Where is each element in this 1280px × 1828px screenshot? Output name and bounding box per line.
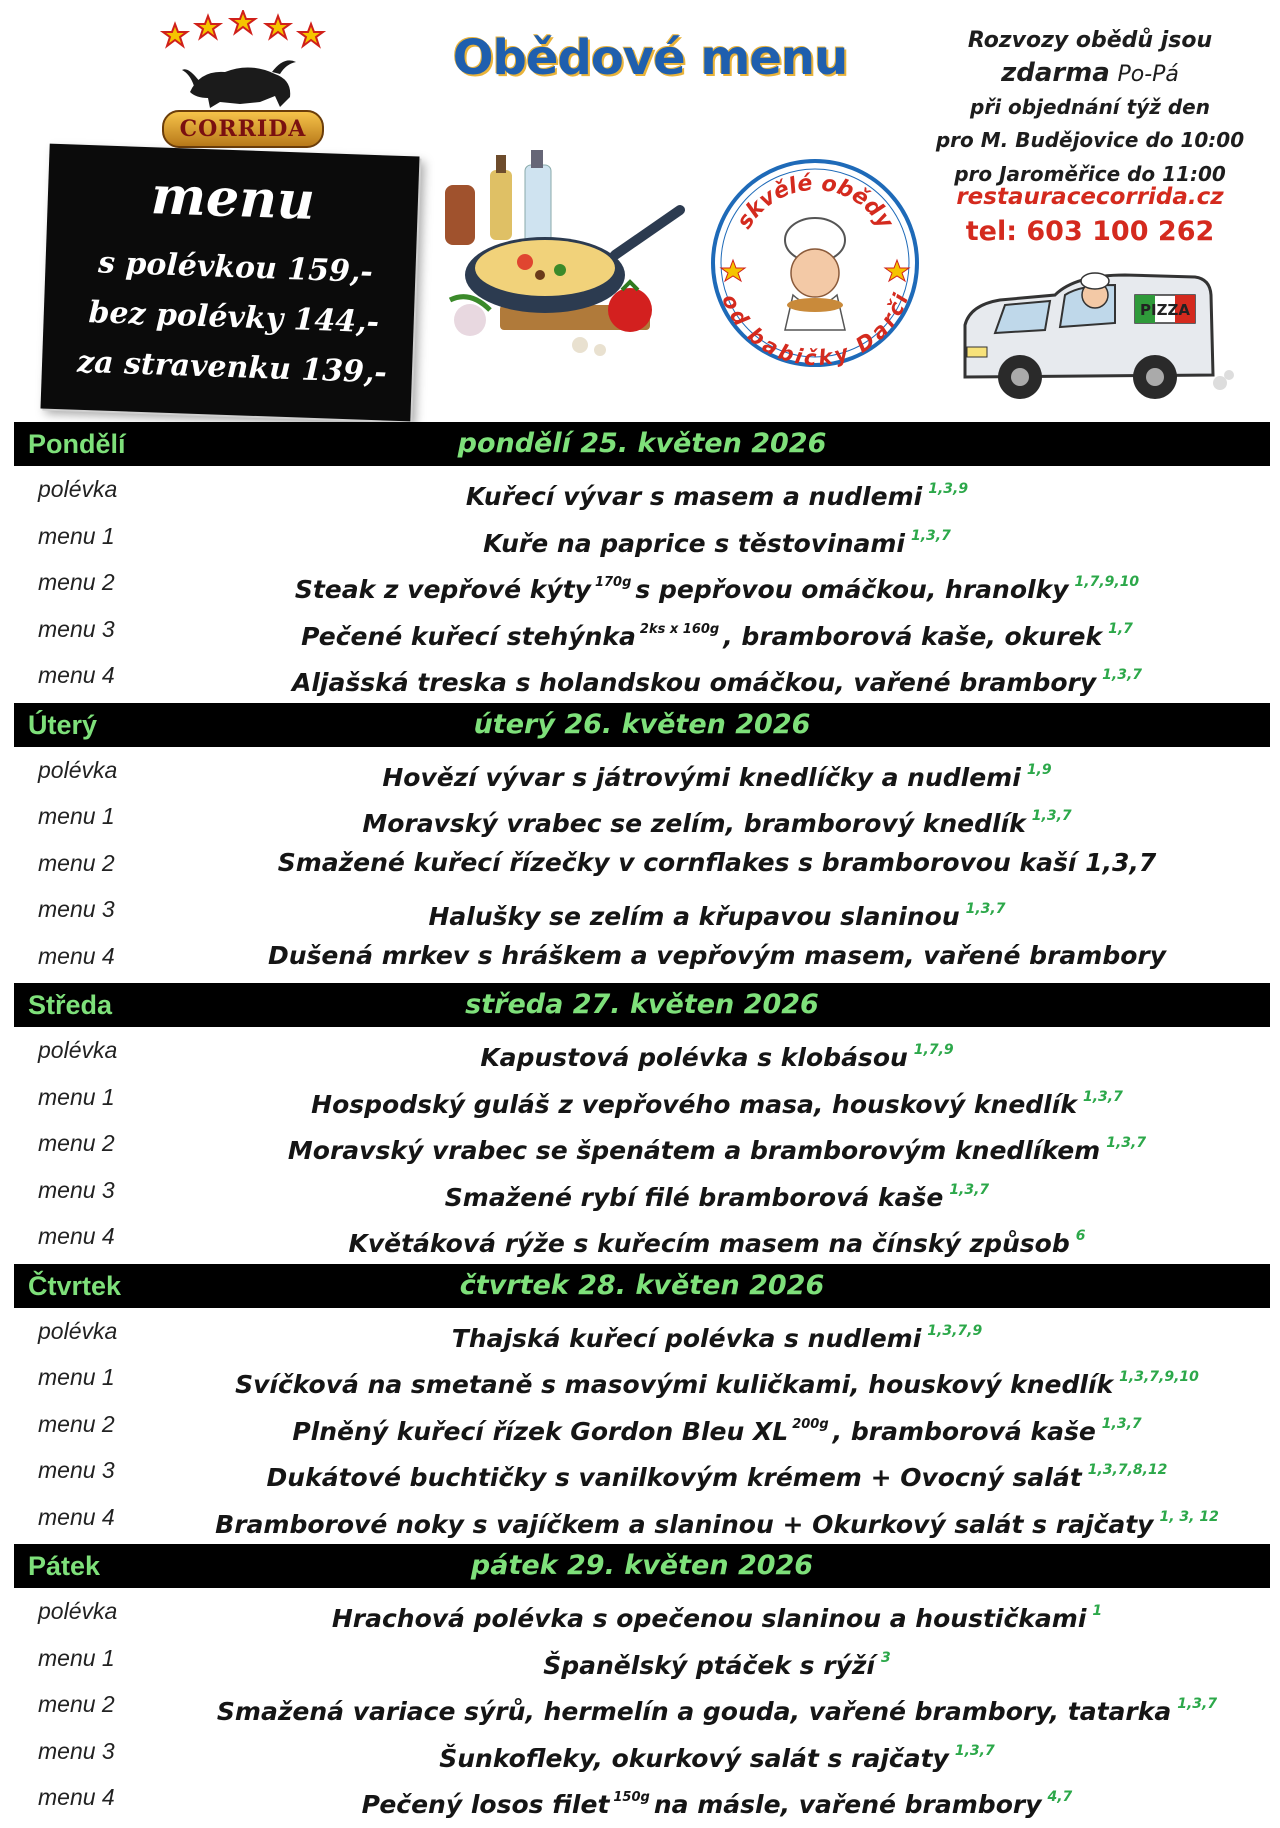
menu-row xyxy=(14,1167,1270,1214)
dish-name: Smažené kuřecí řízečky v cornflakes s bramborovou kaší 1,3,7 xyxy=(277,847,1157,877)
delivery-free: zdarma xyxy=(1001,58,1110,88)
stamp-top-text: skvělé obědy xyxy=(732,170,898,234)
dish-name: Hospodský guláš z vepřového masa, houskový knedlík xyxy=(311,1089,1077,1119)
allergens: 1, 3, 12 xyxy=(1159,1508,1219,1525)
dish-description xyxy=(164,933,1270,979)
menu-row xyxy=(14,1774,1270,1821)
day-section xyxy=(14,703,1270,980)
menu-row xyxy=(14,1728,1270,1775)
allergens: 1,7,9,10 xyxy=(1074,574,1140,590)
allergens: 3 xyxy=(881,1649,891,1666)
allergens: 1,3,7 xyxy=(1177,1696,1218,1712)
delivery-line-3: při objednání týž den xyxy=(970,95,1210,119)
menu-row-label: menu 2 xyxy=(38,1410,115,1437)
dish-name: Bramborové noky s vajíčkem a slaninou + Okurkový salát s rajčaty xyxy=(215,1509,1154,1539)
dish-name-continued: , bramborová kaše, okurek xyxy=(723,621,1103,651)
menu-row-label: menu 4 xyxy=(38,1784,115,1810)
menu-row xyxy=(14,1401,1270,1448)
dish-name: Aljašská treska s holandskou omáčkou, vařené brambory xyxy=(291,668,1097,697)
van-pizza-sign: PIZZA xyxy=(1140,301,1190,319)
dish-name-continued: s pepřovou omáčkou, hranolky xyxy=(635,575,1069,604)
menu-row-label: menu 2 xyxy=(38,1130,115,1156)
menu-row-label: menu 3 xyxy=(38,615,115,642)
allergens: 1,3,7 xyxy=(1031,808,1072,824)
phone-number[interactable]: tel: 603 100 262 xyxy=(965,216,1215,247)
day-section xyxy=(14,1544,1270,1821)
menu-row-label: polévka xyxy=(38,1317,118,1344)
dish-description xyxy=(164,652,1270,706)
dish-description xyxy=(164,1494,1270,1548)
allergens: 4,7 xyxy=(1047,1789,1073,1805)
dish-description xyxy=(164,840,1270,886)
corrida-logo xyxy=(150,10,330,145)
menu-row xyxy=(14,793,1270,840)
weekly-menu xyxy=(14,418,1270,1821)
day-name: Středa xyxy=(28,990,113,1020)
menu-row-label: polévka xyxy=(38,756,118,783)
allergens: 1,3,7,9 xyxy=(927,1322,983,1339)
delivery-days: Po-Pá xyxy=(1117,62,1179,87)
day-date: čtvrtek 28. květen 2026 xyxy=(459,1269,825,1301)
menu-row xyxy=(14,1354,1270,1401)
menu-row xyxy=(14,1074,1270,1121)
menu-row-label: menu 1 xyxy=(38,522,115,549)
allergens: 6 xyxy=(1075,1228,1086,1244)
menu-row xyxy=(14,1588,1270,1635)
menu-row-label: menu 4 xyxy=(38,662,115,688)
dish-name: Dušená mrkev s hráškem a vepřovým masem, vařené brambory xyxy=(267,940,1167,970)
menu-row-label: menu 2 xyxy=(38,1691,115,1717)
day-header xyxy=(14,1544,1270,1588)
cooking-pan-illustration xyxy=(430,150,690,370)
dish-name: Moravský vrabec se špenátem a bramborovým knedlíkem xyxy=(287,1136,1101,1165)
dish-name: Hrachová polévka s opečenou slaninou a houstičkami xyxy=(331,1604,1087,1633)
dish-name: Kapustová polévka s klobásou xyxy=(480,1043,908,1072)
page-title: Obědové menu xyxy=(452,30,848,86)
price-without-soup: bez polévky 144,- xyxy=(87,295,380,341)
allergens: 1,3,7,9,10 xyxy=(1119,1369,1199,1385)
allergens: 1,3,7 xyxy=(1082,1088,1123,1105)
logo-text: CORRIDA xyxy=(162,110,324,148)
allergens: 1 xyxy=(1092,1603,1103,1619)
dish-name: Moravský vrabec se zelím, bramborový knedlík xyxy=(362,809,1026,838)
day-header xyxy=(14,983,1270,1027)
menu-row-label: menu 3 xyxy=(38,1176,115,1203)
menu-row xyxy=(14,1635,1270,1682)
menu-row xyxy=(14,933,1270,980)
dish-name: Steak z vepřové kýty xyxy=(294,575,591,604)
day-section xyxy=(14,983,1270,1260)
day-header xyxy=(14,1264,1270,1308)
dish-name: Květáková rýže s kuřecím masem na čínský způsob xyxy=(348,1229,1070,1258)
portion-size: 200g xyxy=(792,1416,829,1432)
menu-row xyxy=(14,1120,1270,1167)
portion-size: 2ks x 160g xyxy=(639,621,720,637)
delivery-line-2 xyxy=(920,57,1260,91)
menu-row xyxy=(14,1213,1270,1260)
day-section xyxy=(14,1264,1270,1541)
price-chalkboard xyxy=(40,144,419,422)
dish-name: Smažené rybí filé bramborová kaše xyxy=(444,1182,944,1212)
dish-name: Kuřecí vývar s masem a nudlemi xyxy=(465,482,923,511)
day-date: pondělí 25. květen 2026 xyxy=(457,428,827,459)
dish-name: Halušky se zelím a křupavou slaninou xyxy=(428,902,960,931)
menu-row-label: menu 3 xyxy=(38,896,115,922)
menu-row-label: menu 2 xyxy=(38,849,115,876)
delivery-line-5: pro Jaroměřice do 11:00 xyxy=(954,162,1226,186)
dish-name: Thajská kuřecí polévka s nudlemi xyxy=(451,1323,922,1353)
website-link[interactable]: restauracecorrida.cz xyxy=(956,184,1224,210)
menu-row-label: menu 1 xyxy=(38,803,115,829)
allergens: 1,3,9 xyxy=(928,481,969,497)
menu-row xyxy=(14,840,1270,887)
day-section xyxy=(14,422,1270,699)
grandma-stamp xyxy=(705,155,925,370)
menu-row-label: menu 4 xyxy=(38,1223,115,1249)
dish-name: Pečené kuřecí stehýnka xyxy=(301,621,636,651)
day-name: Pondělí xyxy=(28,429,126,459)
menu-row-label: polévka xyxy=(38,1598,118,1624)
day-date: úterý 26. květen 2026 xyxy=(473,708,811,740)
menu-row xyxy=(14,652,1270,699)
chef-icon xyxy=(705,155,925,370)
allergens: 1,3,7 xyxy=(954,1742,995,1759)
allergens: 1,3,7 xyxy=(1101,1415,1142,1432)
dish-name: Španělský ptáček s rýží xyxy=(543,1650,875,1680)
delivery-van-icon xyxy=(945,265,1235,420)
allergens: 1,3,7 xyxy=(1102,667,1143,683)
day-name: Čtvrtek xyxy=(28,1270,122,1301)
allergens: 1,3,7 xyxy=(949,1181,990,1198)
menu-row xyxy=(14,606,1270,653)
menu-row-label: polévka xyxy=(38,476,118,502)
allergens: 1,7,9 xyxy=(913,1042,954,1058)
chalkboard-title: menu xyxy=(150,165,316,232)
allergens: 1,7 xyxy=(1108,620,1133,637)
menu-row-label: menu 1 xyxy=(38,1364,115,1390)
menu-row xyxy=(14,1027,1270,1074)
price-meal-voucher: za stravenku 139,- xyxy=(76,344,388,391)
star-icon xyxy=(158,10,328,50)
dish-name: Smažená variace sýrů, hermelín a gouda, vařené brambory, tatarka xyxy=(216,1697,1172,1726)
menu-row-label: menu 1 xyxy=(38,1644,115,1671)
bull-icon xyxy=(180,52,300,112)
menu-header xyxy=(0,0,1280,420)
day-name: Úterý xyxy=(28,709,98,740)
stamp-bottom-text: od babičky Darči xyxy=(717,290,914,370)
portion-size: 170g xyxy=(594,575,632,590)
dish-name: Hovězí vývar s játrovými knedlíčky a nudlemi xyxy=(382,762,1021,792)
dish-description xyxy=(164,1774,1270,1828)
dish-name: Šunkofleky, okurkový salát s rajčaty xyxy=(439,1743,949,1773)
menu-row-label: menu 3 xyxy=(38,1737,115,1764)
dish-name-continued: , bramborová kaše xyxy=(832,1416,1096,1446)
menu-row xyxy=(14,466,1270,513)
dish-name: Dukátové buchtičky s vanilkovým krémem + Ovocný salát xyxy=(266,1463,1082,1492)
allergens: 1,3,7 xyxy=(1106,1135,1147,1151)
day-date: středa 27. květen 2026 xyxy=(465,989,819,1020)
menu-row-label: menu 3 xyxy=(38,1457,115,1483)
price-with-soup: s polévkou 159,- xyxy=(97,245,374,290)
menu-row xyxy=(14,747,1270,794)
menu-row-label: menu 1 xyxy=(38,1083,115,1110)
menu-row xyxy=(14,1494,1270,1541)
delivery-line-1: Rozvozy obědů jsou xyxy=(967,28,1213,53)
menu-row xyxy=(14,513,1270,560)
day-date: pátek 29. květen 2026 xyxy=(470,1550,814,1581)
dish-description xyxy=(164,1213,1270,1267)
dish-name-continued: na másle, vařené brambory xyxy=(653,1790,1042,1819)
delivery-info xyxy=(920,24,1260,248)
dish-name: Kuře na paprice s těstovinami xyxy=(483,528,905,558)
allergens: 1,3,7 xyxy=(910,527,951,544)
portion-size: 150g xyxy=(613,1790,650,1805)
dish-name: Pečený losos filet xyxy=(361,1790,610,1819)
dish-name: Plněný kuřecí řízek Gordon Bleu XL xyxy=(292,1416,789,1446)
day-name: Pátek xyxy=(28,1551,101,1581)
menu-row xyxy=(14,559,1270,606)
dish-name: Svíčková na smetaně s masovými kuličkami, houskový knedlík xyxy=(235,1370,1114,1399)
menu-row-label: menu 2 xyxy=(38,569,115,595)
menu-row xyxy=(14,886,1270,933)
menu-row-label: menu 4 xyxy=(38,1503,115,1530)
day-header xyxy=(14,422,1270,466)
menu-row-label: polévka xyxy=(38,1037,118,1063)
allergens: 1,3,7 xyxy=(965,901,1006,917)
day-header xyxy=(14,703,1270,747)
menu-row xyxy=(14,1681,1270,1728)
menu-row-label: menu 4 xyxy=(38,942,115,969)
menu-row xyxy=(14,1308,1270,1355)
menu-row xyxy=(14,1447,1270,1494)
allergens: 1,3,7,8,12 xyxy=(1087,1462,1168,1478)
delivery-line-4: pro M. Budějovice do 10:00 xyxy=(935,128,1245,152)
allergens: 1,9 xyxy=(1026,761,1052,778)
